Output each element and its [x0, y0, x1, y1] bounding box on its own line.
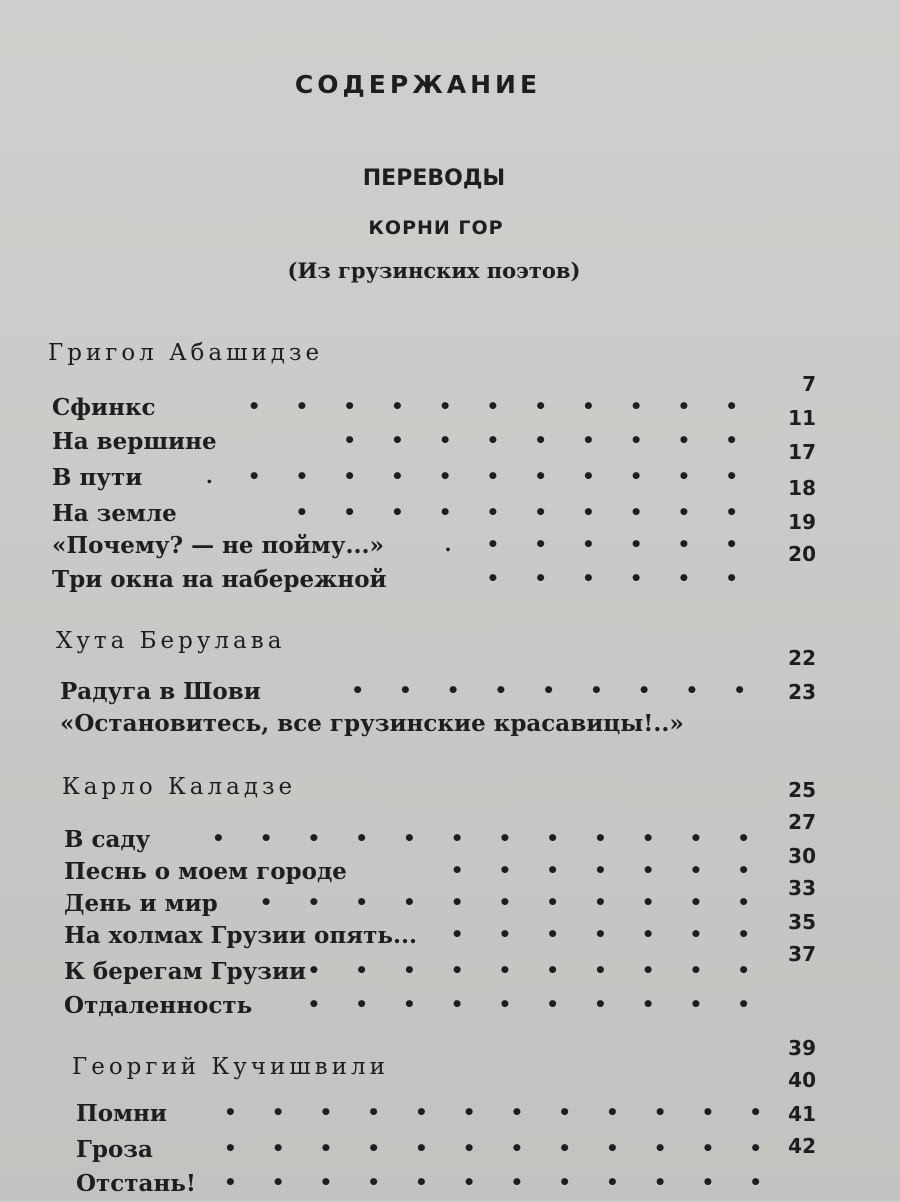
entry-title: Гроза: [76, 1136, 153, 1163]
entry-title: «Остановитесь, все грузинские красавицы!..»: [60, 710, 684, 737]
page-number: 25: [788, 778, 816, 802]
page-number: 39: [788, 1036, 816, 1060]
dot-leader: • • • • • • • • • • •: [259, 890, 764, 914]
entry-title: Радуга в Шови: [60, 678, 261, 705]
page-number: 22: [788, 646, 816, 670]
page-number: 18: [788, 476, 816, 500]
entry-title: День и мир: [64, 890, 218, 917]
author-name: Хута Берулава: [56, 628, 286, 654]
page-number: 40: [788, 1068, 816, 1092]
page-number: 11: [788, 406, 816, 430]
entry-title: Отстань!: [76, 1170, 196, 1197]
dot-leader: • • • • • • • • •: [351, 678, 760, 702]
page-number: 20: [788, 542, 816, 566]
dot-leader: • • • • • • • • • • • •: [224, 1100, 776, 1124]
page-number: 41: [788, 1102, 816, 1126]
toc-entry[interactable]: [64, 992, 764, 1024]
dot-leader: • • • • • • •: [450, 858, 764, 882]
author-name: Карло Каладзе: [62, 774, 297, 800]
dot-leader: • • • • • • • • • • • •: [212, 826, 764, 850]
toc-entry[interactable]: [76, 1136, 776, 1168]
author-name: Георгий Кучишвили: [72, 1054, 389, 1080]
toc-entry[interactable]: [52, 394, 752, 426]
entry-title: На земле: [52, 500, 177, 527]
collection-subtitle: (Из грузинских поэтов): [287, 258, 581, 283]
collection-title: КОРНИ ГОР: [368, 217, 504, 239]
toc-entry[interactable]: [64, 890, 764, 922]
dot-leader: • • • • • • • • • • • •: [224, 1170, 776, 1194]
entry-title: Три окна на набережной: [52, 566, 387, 593]
dot-leader: • • • • • •: [486, 566, 752, 590]
page-number: 42: [788, 1134, 816, 1158]
page-number: 35: [788, 910, 816, 934]
entry-title: В саду: [64, 826, 151, 853]
page-number: 23: [788, 680, 816, 704]
page-number: 17: [788, 440, 816, 464]
dot-leader: • • • • • • •: [450, 922, 764, 946]
toc-entry[interactable]: [60, 678, 760, 710]
page-number: 27: [788, 810, 816, 834]
contents-heading: СОДЕРЖАНИЕ: [294, 70, 542, 99]
toc-entry[interactable]: [52, 566, 752, 598]
dot-leader: • • • • • • • • • • •: [247, 394, 752, 418]
toc-entry[interactable]: [52, 500, 752, 532]
dot-leader: • • • • • • • • •: [343, 428, 752, 452]
toc-entry[interactable]: [76, 1170, 776, 1202]
toc-entry[interactable]: [52, 532, 752, 564]
toc-entry[interactable]: [64, 826, 764, 858]
entry-title: «Почему? — не пойму...»: [52, 532, 384, 559]
author-name: Григол Абашидзе: [48, 340, 324, 366]
page-number: 19: [788, 510, 816, 534]
toc-entry[interactable]: [52, 464, 752, 496]
entry-title: Помни: [76, 1100, 167, 1127]
page-number: 33: [788, 876, 816, 900]
section-heading: ПЕРЕВОДЫ: [362, 166, 506, 191]
entry-title: Отдаленность: [64, 992, 253, 1019]
entry-title: Песнь о моем городе: [64, 858, 347, 885]
toc-entry[interactable]: [52, 428, 752, 460]
dot-leader: • • • • • • • • • • • •: [224, 1136, 776, 1160]
entry-title: На холмах Грузии опять...: [64, 922, 418, 949]
toc-entry[interactable]: [64, 958, 764, 990]
entry-title: В пути: [52, 464, 143, 491]
dot-leader: • • • • • • • • • •: [307, 958, 764, 982]
page-number: 30: [788, 844, 816, 868]
page-number: 37: [788, 942, 816, 966]
page-number: 7: [802, 372, 816, 396]
dot-leader: . • • • • • • • • • • •: [205, 464, 752, 488]
toc-entry[interactable]: [76, 1100, 776, 1132]
toc-entry[interactable]: [64, 858, 764, 890]
entry-title: На вершине: [52, 428, 217, 455]
dot-leader: • • • • • • • • • •: [295, 500, 752, 524]
entry-title: Сфинкс: [52, 394, 156, 421]
toc-entry[interactable]: [64, 922, 764, 954]
dot-leader: • • • • • • • • • •: [307, 992, 764, 1016]
dot-leader: . • • • • • •: [444, 532, 752, 556]
toc-entry[interactable]: [60, 710, 760, 742]
entry-title: К берегам Грузии: [64, 958, 307, 985]
